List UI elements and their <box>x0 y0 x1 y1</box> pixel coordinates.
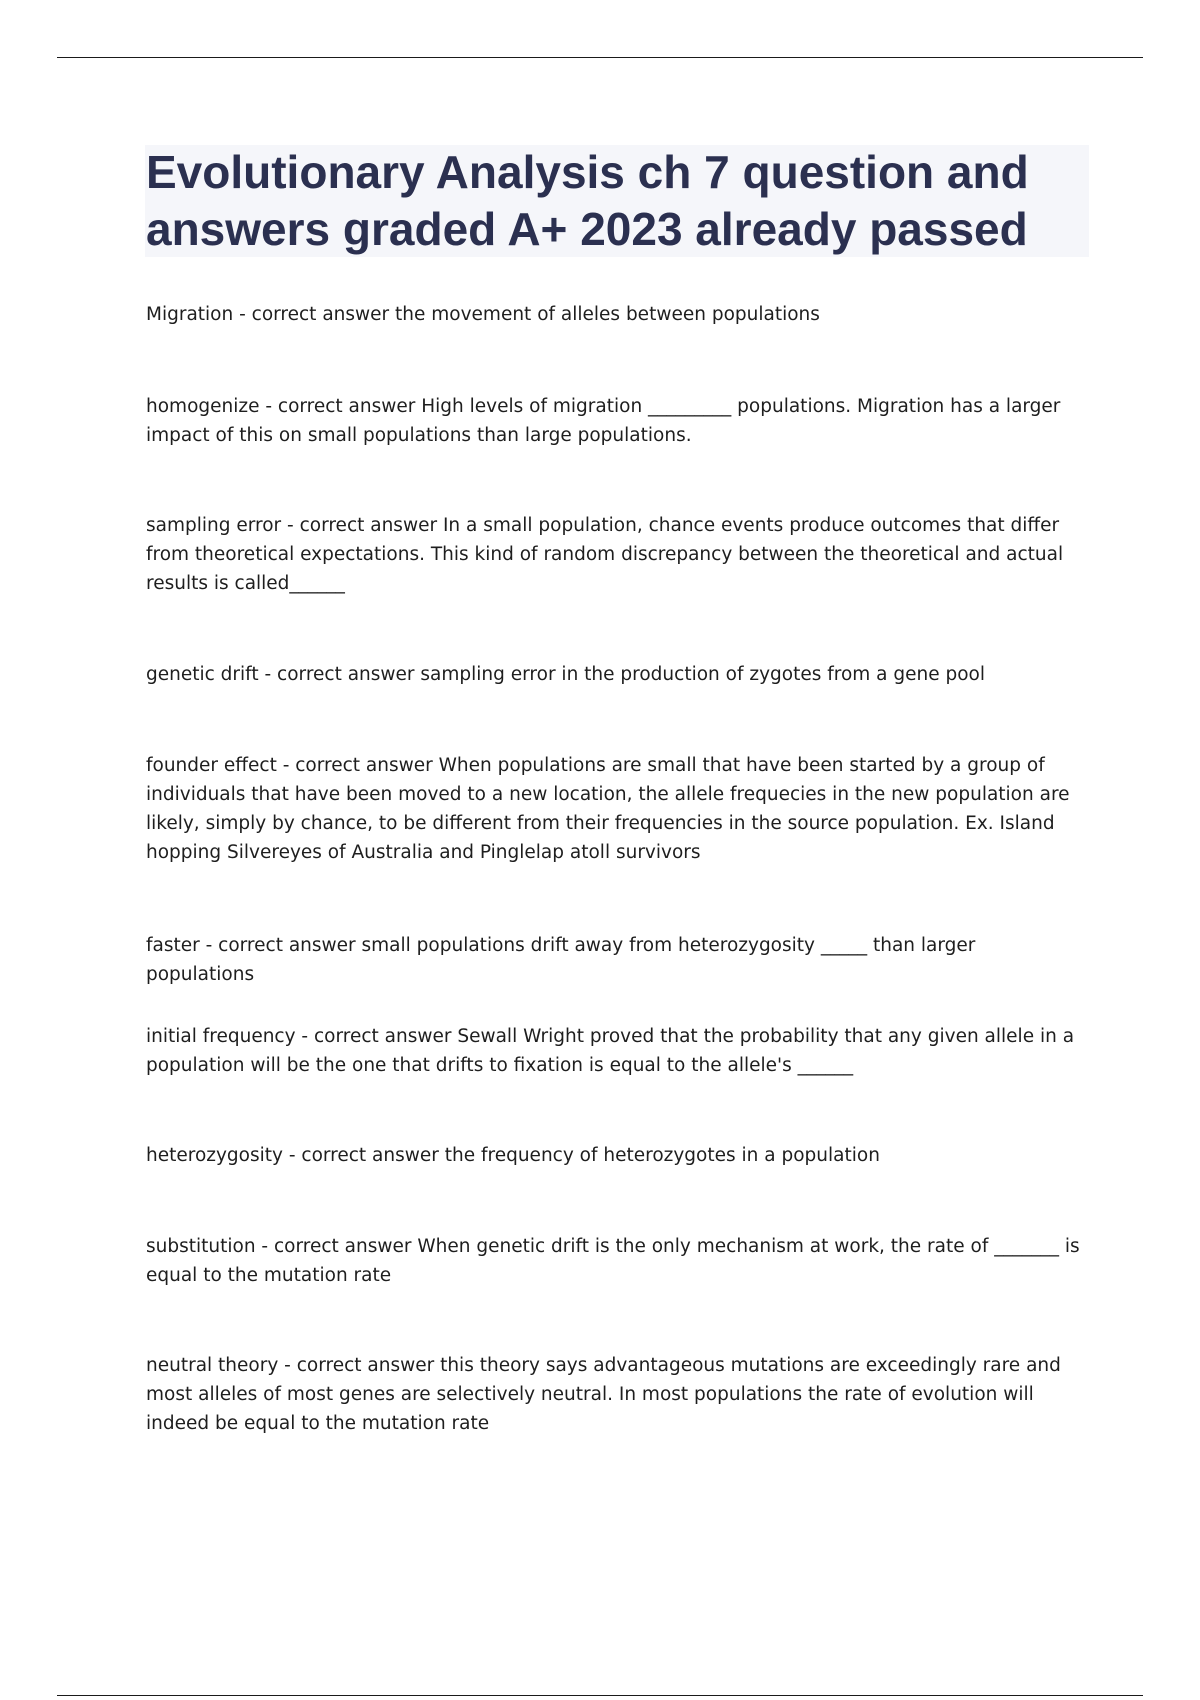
qa-item-genetic-drift: genetic drift - correct answer sampling error in the production of zygotes from a gene pool <box>146 664 986 685</box>
qa-item-neutral-theory: neutral theory - correct answer this theory says advantageous mutations are exceedingly rare and most alleles of most genes are selectively neutral. In most populations the rate of evolution will indeed be equal to the mutation rate <box>146 1355 1061 1434</box>
qa-item-migration: Migration - correct answer the movement of alleles between populations <box>146 304 820 325</box>
qa-item-initial-frequency: initial frequency - correct answer Sewall Wright proved that the probability that any given allele in a population will be the one that drifts to fixation is equal to the allele's ______ <box>146 1026 1075 1076</box>
bottom-divider <box>57 1695 1143 1696</box>
qa-item-faster: faster - correct answer small populations drift away from heterozygosity _____ than larger populations <box>146 935 976 985</box>
qa-item-founder-effect: founder effect - correct answer When populations are small that have been started by a group of individuals that have been moved to a new location, the allele frequecies in the new population are likely, simply by chance, to be different from their frequencies in the source population. Ex. Island hopping Silvereyes of Australia and Pinglelap atoll survivors <box>146 755 1070 863</box>
qa-item-substitution: substitution - correct answer When genetic drift is the only mechanism at work, the rate of _______ is equal to the mutation rate <box>146 1236 1080 1286</box>
qa-item-homogenize: homogenize - correct answer High levels of migration _________ populations. Migration has a larger impact of this on small populations than large populations. <box>146 396 1061 446</box>
qa-item-sampling-error: sampling error - correct answer In a small population, chance events produce outcomes that differ from theoretical expectations. This kind of random discrepancy between the theoretical and actual results is called______ <box>146 515 1064 594</box>
top-divider <box>57 57 1143 58</box>
document-title: Evolutionary Analysis ch 7 question and answers graded A+ 2023 already passed <box>146 146 1029 255</box>
qa-item-heterozygosity: heterozygosity - correct answer the frequency of heterozygotes in a population <box>146 1145 880 1166</box>
